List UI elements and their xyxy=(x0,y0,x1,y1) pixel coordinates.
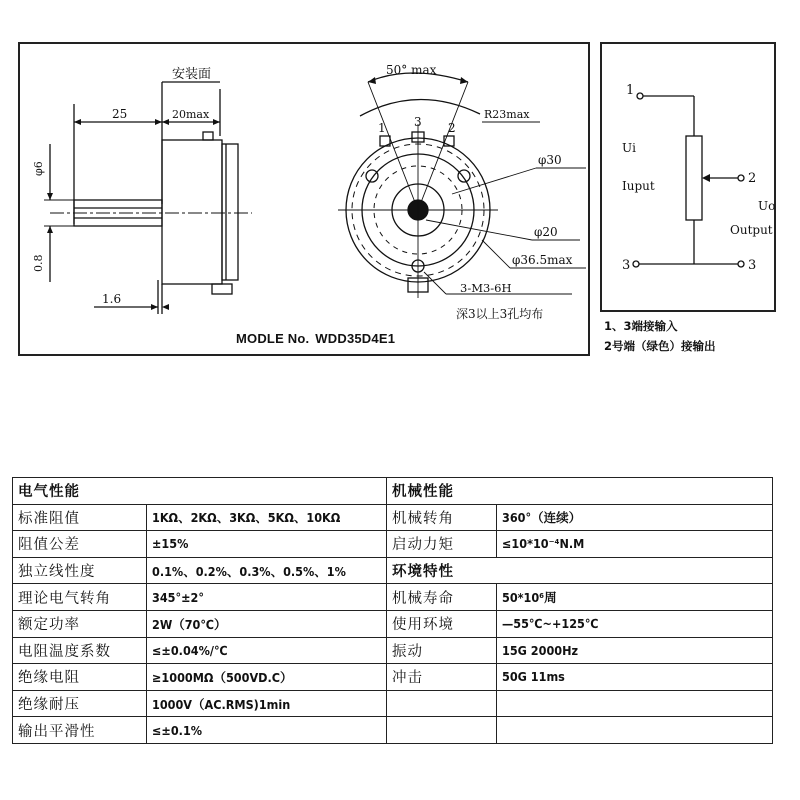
circuit-terminal-3-right: 3 xyxy=(748,258,757,273)
mechanical-header: 机械性能 xyxy=(387,478,773,505)
spec-value: 0.1%、0.2%、0.3%、0.5%、1% xyxy=(147,557,387,584)
mount-face-label: 安装面 xyxy=(172,67,212,82)
spec-key: 阻值公差 xyxy=(13,531,147,558)
spec-value: 345°±2° xyxy=(147,584,387,611)
circuit-diagram xyxy=(602,44,778,314)
spec-value: 1KΩ、2KΩ、3KΩ、5KΩ、10KΩ xyxy=(147,504,387,531)
dim-shaft-length: 25 xyxy=(112,107,128,121)
spec-value: ≤±0.1% xyxy=(147,717,387,744)
circuit-ui-label: Ui xyxy=(622,141,636,155)
spec-value: ≤±0.04%/℃ xyxy=(147,637,387,664)
dim-angle: 50° max xyxy=(386,63,437,77)
model-number-label xyxy=(236,331,395,346)
dim-flat: 0.8 xyxy=(32,254,45,272)
spec-key: 理论电气转角 xyxy=(13,584,147,611)
dim-d30: φ30 xyxy=(538,153,562,167)
spec-table xyxy=(12,477,773,744)
front-view xyxy=(338,63,586,321)
table-row xyxy=(13,531,773,558)
circuit-input-label: Iuput xyxy=(622,179,655,193)
environment-header: 环境特性 xyxy=(387,557,773,584)
wiring-note-2: 2号端（绿色）接输出 xyxy=(604,339,716,353)
spec-value: 50G 11ms xyxy=(497,664,773,691)
dim-r23: R23max xyxy=(484,108,530,121)
empty-cell xyxy=(387,717,497,744)
dim-holes: 3-M3-6H xyxy=(460,281,512,295)
electrical-header: 电气性能 xyxy=(13,478,387,505)
wiring-note-1: 1、3端接输入 xyxy=(604,319,678,333)
model-number: WDD35D4E1 xyxy=(315,331,396,346)
spec-value: ≥1000MΩ（500VD.C） xyxy=(147,664,387,691)
spec-value: —55℃~+125℃ xyxy=(497,610,773,637)
circuit-output-label: Output xyxy=(730,223,773,237)
spec-value: ≤10*10⁻⁴N.M xyxy=(497,531,773,558)
spec-key: 输出平滑性 xyxy=(13,717,147,744)
circuit-terminal-1: 1 xyxy=(626,83,635,98)
spec-value: 15G 2000Hz xyxy=(497,637,773,664)
spec-value: 360°（连续） xyxy=(497,504,773,531)
dim-d365: φ36.5max xyxy=(512,253,573,267)
empty-cell xyxy=(387,690,497,717)
circuit-diagram-panel xyxy=(600,42,776,312)
table-row xyxy=(13,504,773,531)
table-row xyxy=(13,557,773,584)
spec-key: 额定功率 xyxy=(13,610,147,637)
empty-cell xyxy=(497,690,773,717)
spec-key: 绝缘电阻 xyxy=(13,664,147,691)
spec-key: 振动 xyxy=(387,637,497,664)
dim-flange: 1.6 xyxy=(102,292,122,306)
spec-key: 使用环境 xyxy=(387,610,497,637)
spec-key: 机械转角 xyxy=(387,504,497,531)
dim-body-max: 20max xyxy=(172,108,210,121)
mechanical-drawing xyxy=(20,44,592,358)
table-row xyxy=(13,717,773,744)
spec-value: 1000V（AC.RMS)1min xyxy=(147,690,387,717)
spec-key: 绝缘耐压 xyxy=(13,690,147,717)
spec-key: 启动力矩 xyxy=(387,531,497,558)
spec-key: 标准阻值 xyxy=(13,504,147,531)
terminal-1-label: 1 xyxy=(378,121,386,135)
spec-value: 2W（70℃） xyxy=(147,610,387,637)
spec-value: ±15% xyxy=(147,531,387,558)
table-row xyxy=(13,610,773,637)
spec-key: 机械寿命 xyxy=(387,584,497,611)
table-row xyxy=(13,690,773,717)
spec-key: 冲击 xyxy=(387,664,497,691)
circuit-terminal-3-left: 3 xyxy=(622,258,631,273)
table-row xyxy=(13,584,773,611)
spec-key: 独立线性度 xyxy=(13,557,147,584)
empty-cell xyxy=(497,717,773,744)
circuit-uo-label: Uo xyxy=(758,199,776,213)
table-row xyxy=(13,478,773,505)
terminal-3-label: 3 xyxy=(414,115,422,129)
terminal-2-label: 2 xyxy=(448,121,456,135)
table-row xyxy=(13,637,773,664)
table-row xyxy=(13,664,773,691)
circuit-terminal-2: 2 xyxy=(748,171,757,186)
dim-d20: φ20 xyxy=(534,225,558,239)
mechanical-drawing-panel xyxy=(18,42,590,356)
model-prefix: MODLE No. xyxy=(236,331,310,346)
spec-key: 电阻温度系数 xyxy=(13,637,147,664)
holes-note: 深3以上3孔均布 xyxy=(456,307,544,321)
spec-value: 50*10⁶周 xyxy=(497,584,773,611)
dim-shaft-diameter: φ6 xyxy=(32,161,45,176)
